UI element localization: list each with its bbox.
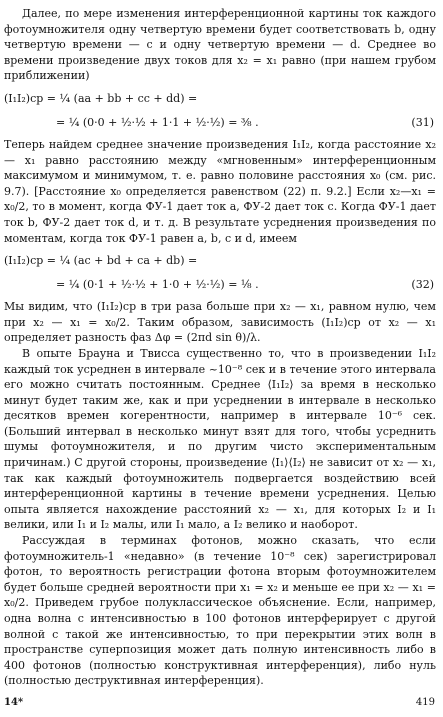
equation-line: = ¼ (0·0 + ½·½ + 1·1 + ½·½) = ⅜ .: [56, 115, 259, 129]
equation-31: [4, 89, 436, 108]
equation-number: (32): [411, 278, 434, 292]
equation-32-continuation: [4, 275, 436, 294]
paragraph: Рассуждая в терминах фотонов, можно сказать, что если фотоумножитель-1 «недавно» (в течение 10⁻⁸ сек) зарегистрировал фотон, то вероятность регистрации фотона вторым фотоумножителем будет больше средней вероятности при x₁ = x₂ и меньше ее при x₂ — x₁ = x₀/2. Приведем грубое полуклассическое объяснение. Если, например, одна волна с интенсивностью в 100 фотонов интерферирует с другой волной с такой же интенсивностью, то при перекрытии этих волн в пространстве суперпозиция может дать полную интенсивность либо в 400 фотонов (полностью конструктивная интерференция), либо нуль (полностью деструктивная интерференция).: [4, 534, 436, 688]
equation-line: (I₁I₂)ср = ¼ (ac + bd + ca + db) =: [4, 254, 198, 268]
paragraph: Теперь найдем среднее значение произведения I₁I₂, когда расстояние x₂ — x₁ равно расстоянию между «мгновенным» интерференционным максимумом и минимумом, т. е. равно половине расстояния x₀ (см. рис. 9.7). [Расстояние x₀ определяется равенством (22) п. 9.2.] Если x₂—x₁ = x₀/2, то в момент, когда ФУ-1 дает ток а, ФУ-2 дает ток с. Когда ФУ-1 дает ток b, ФУ-2 дает ток d, и т. д. В результате усреднения произведения по моментам, когда ток ФУ-1 равен a, b, c и d, имеем: [4, 137, 436, 245]
equation-32: [4, 251, 436, 270]
paragraph: Далее, по мере изменения интерференционной картины ток каждого фотоумножителя одну четвертую времени будет соответствовать b, одну четвертую времени — с и одну четвертую времени — d. Среднее во времени произведение двух токов для x₂ = x₁ равно (при нашем грубом приближении): [4, 7, 436, 83]
page-number: 419: [415, 697, 435, 708]
page-footer: [4, 697, 435, 708]
paragraph: В опыте Брауна и Твисса существенно то, что в произведении I₁I₂ каждый ток усреднен в интервале ~10⁻⁸ сек и в течение этого интервала его можно считать постоянным. Среднее ⟨I₁I₂⟩ за время в несколько минут будет таким же, как и при усреднении в интервале в несколько десятков времен когерентности, например в интервале 10⁻⁶ сек. (Больший интервал в несколько минут взят для того, чтобы усреднить шумы фотоумножителя, и по другим чисто экспериментальным причинам.) С другой стороны, произведение ⟨I₁⟩⟨I₂⟩ не зависит от x₂ — x₁, так как каждый фотоумножитель подвергается воздействию всей интерференционной картины в течение времени усреднения. Целью опыта является нахождение расстояний x₂ — x₁, для которых I₂ и I₁ велики, или I₁ и I₂ малы, или I₁ мало, а I₂ велико и наоборот.: [4, 346, 436, 532]
equation-line: (I₁I₂)ср = ¼ (aa + bb + cc + dd) =: [4, 91, 198, 105]
page-text: [4, 6, 436, 689]
equation-number: (31): [411, 115, 434, 129]
equation-line: = ¼ (0·1 + ½·½ + 1·0 + ½·½) = ⅛ .: [56, 278, 259, 292]
paragraph: Мы видим, что (I₁I₂)ср в три раза больше при x₂ — x₁, равном нулю, чем при x₂ — x₁ = x₀/2. Таким образом, зависимость (I₁I₂)ср от x₂ — x₁ определяет разность фаз Δφ = (2πd sin θ)/λ.: [4, 300, 436, 345]
signature-mark: 14*: [4, 697, 24, 708]
equation-31-continuation: [4, 113, 436, 132]
